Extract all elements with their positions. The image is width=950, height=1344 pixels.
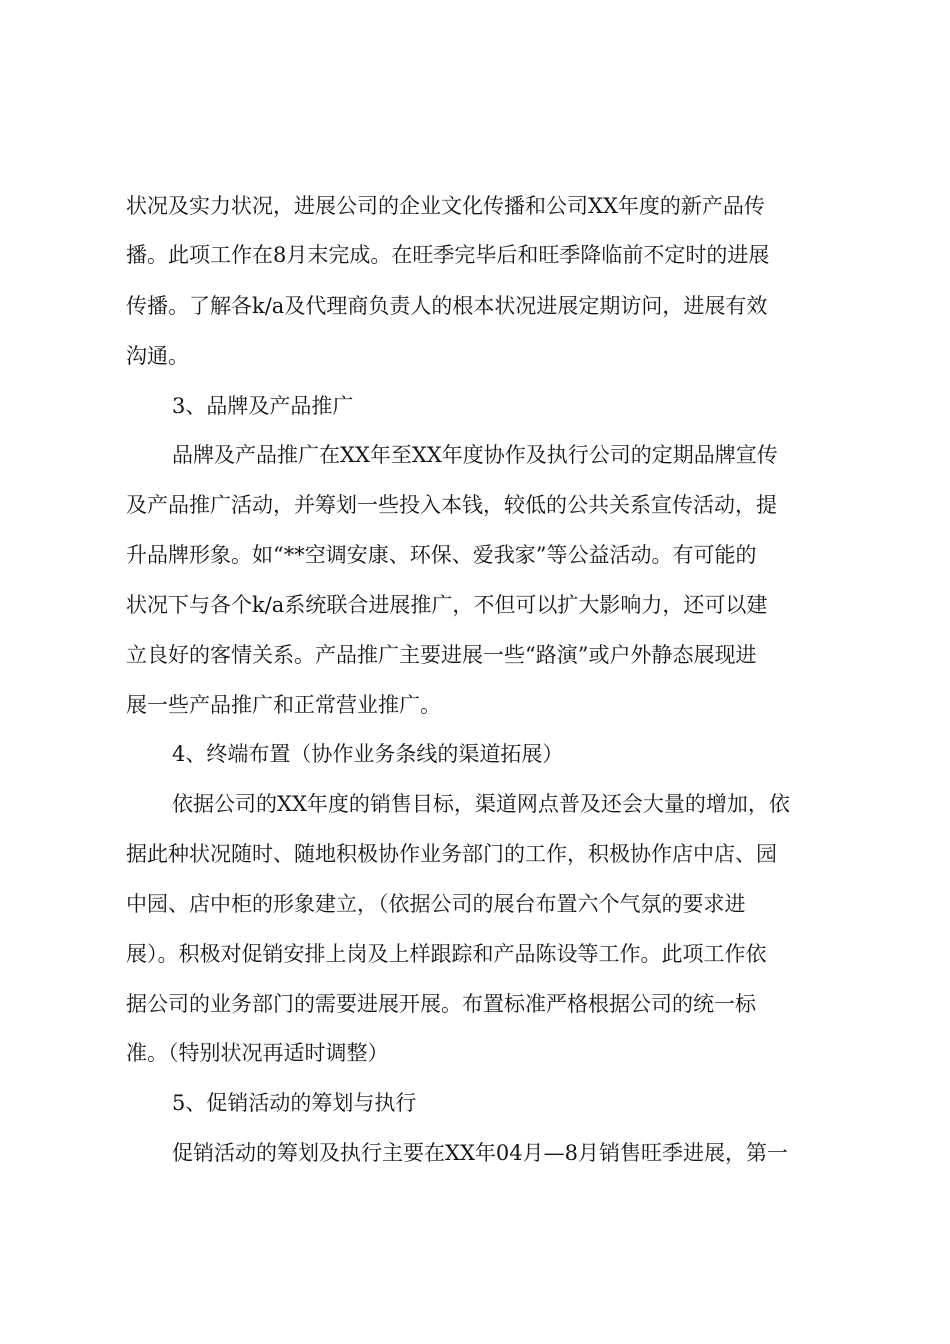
text-line: 沟通。 xyxy=(126,344,189,368)
text-line: 升品牌形象。如“**空调安康、环保、爱我家”等公益活动。有可能的 xyxy=(126,543,757,567)
section-heading: 3、品牌及产品推广 xyxy=(172,394,354,418)
text-line: 中园、店中柜的形象建立，（依据公司的展台布置六个气氛的要求进 xyxy=(126,892,746,916)
text-line: 状况及实力状况，进展公司的企业文化传播和公司XX年度的新产品传 xyxy=(126,194,765,218)
section-heading: 5、促销活动的筹划与执行 xyxy=(172,1091,417,1115)
text-line: 准。（特别状况再适时调整） xyxy=(126,1041,389,1065)
text-line: 及产品推广活动，并筹划一些投入本钱，较低的公共关系宣传活动，提 xyxy=(126,493,777,517)
text-line: 展一些产品推广和正常营业推广。 xyxy=(126,693,441,717)
text-line: 促销活动的筹划及执行主要在XX年04月—8月销售旺季进展，第一 xyxy=(172,1141,788,1165)
text-line: 立良好的客情关系。产品推广主要进展一些“路演”或户外静态展现进 xyxy=(126,643,757,667)
text-line: 依据公司的XX年度的销售目标，渠道网点普及还会大量的增加，依 xyxy=(172,792,790,816)
text-line: 状况下与各个k/a系统联合进展推广，不但可以扩大影响力，还可以建 xyxy=(126,593,768,617)
text-line: 品牌及产品推广在XX年至XX年度协作及执行公司的定期品牌宣传 xyxy=(172,443,778,467)
text-line: 传播。了解各k/a及代理商负责人的根本状况进展定期访问，进展有效 xyxy=(126,294,768,318)
section-heading: 4、终端布置（协作业务条线的渠道拓展） xyxy=(172,742,564,766)
text-line: 播。此项工作在8月末完成。在旺季完毕后和旺季降临前不定时的进展 xyxy=(126,243,770,267)
text-line: 据公司的业务部门的需要进展开展。布置标准严格根据公司的统一标 xyxy=(126,992,756,1016)
text-line: 据此种状况随时、随地积极协作业务部门的工作，积极协作店中店、园 xyxy=(126,842,777,866)
text-line: 展）。积极对促销安排上岗及上样跟踪和产品陈设等工作。此项工作依 xyxy=(126,942,767,966)
